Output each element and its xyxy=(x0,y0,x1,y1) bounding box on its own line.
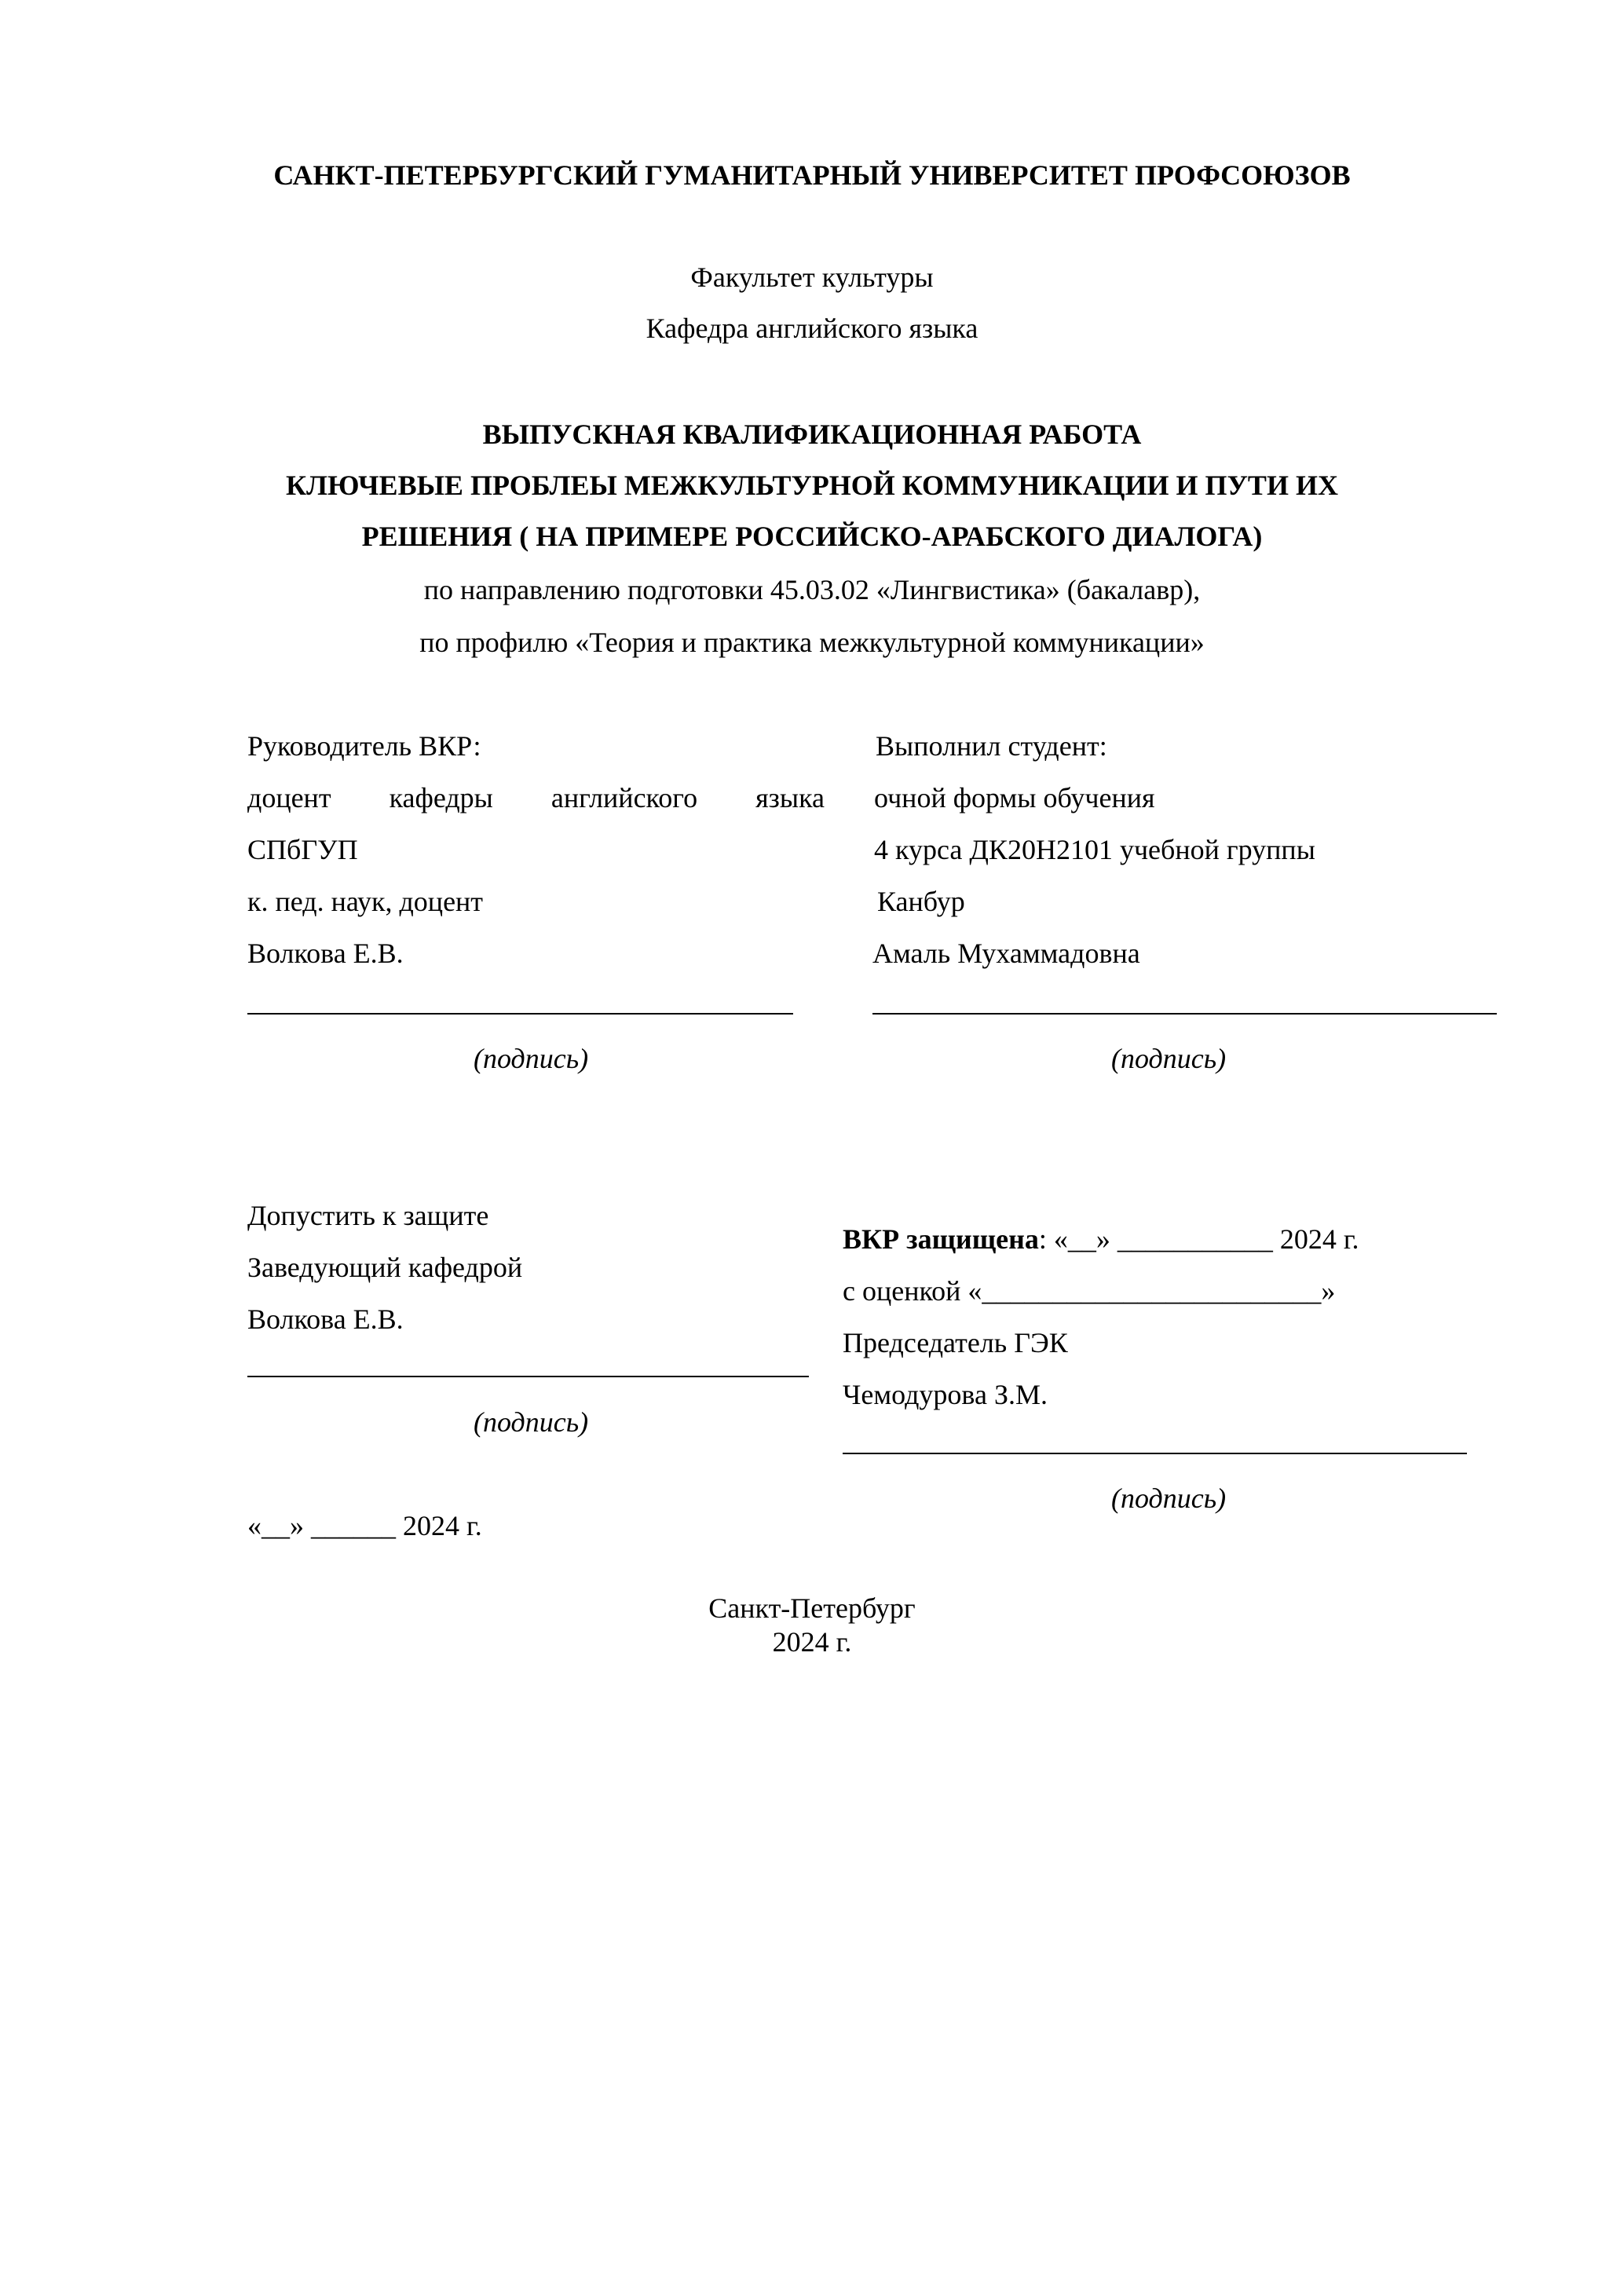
faculty: Факультет культуры xyxy=(690,261,934,293)
student-surname: Канбур xyxy=(877,886,965,917)
student-name: Амаль Мухаммадовна xyxy=(872,938,1140,969)
work-type: ВЫПУСКНАЯ КВАЛИФИКАЦИОННАЯ РАБОТА xyxy=(482,419,1142,450)
defense-chair-name: Чемодурова З.М. xyxy=(843,1379,1048,1410)
admission-date: «__» ______ 2024 г. xyxy=(247,1510,482,1541)
student-form: очной формы обучения xyxy=(874,782,1155,813)
word: доцент xyxy=(247,782,331,813)
supervisor-position xyxy=(247,784,825,812)
supervisor-org: СПбГУП xyxy=(247,834,358,865)
defense-signature-caption: (подпись) xyxy=(1111,1483,1227,1514)
admission-role: Заведующий кафедрой xyxy=(247,1252,523,1283)
admission-signature-caption: (подпись) xyxy=(474,1406,589,1438)
defense-status xyxy=(843,1225,1359,1253)
defense-signature-line xyxy=(843,1453,1467,1454)
supervisor-degree: к. пед. наук, доцент xyxy=(247,886,484,917)
topic-line-1: КЛЮЧЕВЫЕ ПРОБЛЕЫ МЕЖКУЛЬТУРНОЙ КОММУНИКАЦИИ И ПУТИ ИХ xyxy=(286,470,1338,501)
direction: по направлению подготовки 45.03.02 «Лингвистика» (бакалавр), xyxy=(423,574,1201,605)
defense-grade: с оценкой «________________________» xyxy=(843,1275,1336,1307)
profile: по профилю «Теория и практика межкультурной коммуникации» xyxy=(419,627,1205,658)
student-signature-line xyxy=(872,1013,1497,1015)
topic-line-2: РЕШЕНИЯ ( НА ПРИМЕРЕ РОССИЙСКО-АРАБСКОГО ДИАЛОГА) xyxy=(361,521,1263,552)
student-signature-caption: (подпись) xyxy=(1111,1043,1227,1074)
department: Кафедра английского языка xyxy=(646,313,978,344)
university-name: САНКТ-ПЕТЕРБУРГСКИЙ ГУМАНИТАРНЫЙ УНИВЕРСИТЕТ ПРОФСОЮЗОВ xyxy=(273,159,1351,191)
word: английского xyxy=(550,782,698,813)
admission-name: Волкова Е.В. xyxy=(247,1303,404,1335)
supervisor-signature-caption: (подпись) xyxy=(474,1043,589,1074)
supervisor-label: Руководитель ВКР: xyxy=(247,730,481,762)
supervisor-name: Волкова Е.В. xyxy=(247,938,404,969)
admission-label: Допустить к защите xyxy=(247,1200,489,1231)
defense-label: ВКР защищена xyxy=(843,1223,1039,1255)
student-label: Выполнил студент: xyxy=(876,730,1107,762)
admission-signature-line xyxy=(247,1376,809,1377)
word: языка xyxy=(755,782,825,813)
year: 2024 г. xyxy=(772,1626,852,1658)
defense-date: : «__» ___________ 2024 г. xyxy=(1038,1223,1359,1255)
defense-chair-role: Председатель ГЭК xyxy=(843,1327,1068,1358)
student-group: 4 курса ДК20Н2101 учебной группы xyxy=(874,834,1315,865)
city: Санкт-Петербург xyxy=(708,1592,916,1624)
word: кафедры xyxy=(389,782,493,813)
supervisor-signature-line xyxy=(247,1013,793,1015)
